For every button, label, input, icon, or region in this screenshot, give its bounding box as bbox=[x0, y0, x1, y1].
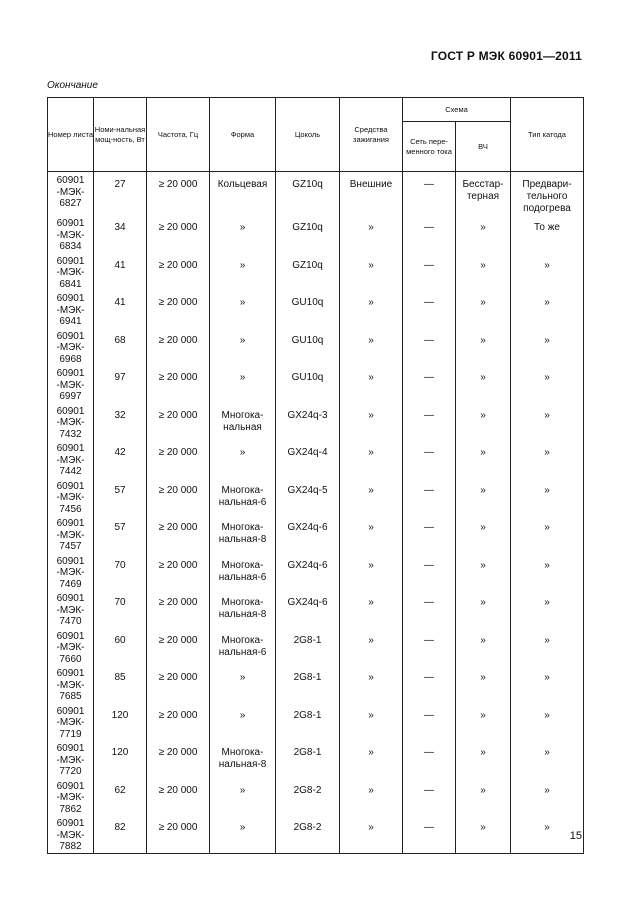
cell-ignition: » bbox=[340, 215, 403, 253]
cell-sheet-number: 60901 -МЭК- 7719 bbox=[48, 703, 94, 741]
cell-frequency: ≥ 20 000 bbox=[147, 403, 210, 441]
cell-sheet-number: 60901 -МЭК- 7442 bbox=[48, 440, 94, 478]
cell-rated-power: 70 bbox=[94, 590, 147, 628]
cell-hf: » bbox=[456, 440, 511, 478]
cell-shape: Кольцевая bbox=[210, 172, 276, 216]
header-ignition: Средства зажигания bbox=[340, 98, 403, 172]
cell-cathode-type: То же bbox=[511, 215, 584, 253]
table-row bbox=[48, 740, 584, 778]
cell-ignition: » bbox=[340, 703, 403, 741]
cell-ignition: » bbox=[340, 628, 403, 666]
cell-base: 2G8-1 bbox=[276, 665, 340, 703]
cell-rated-power: 120 bbox=[94, 740, 147, 778]
cell-hf: » bbox=[456, 478, 511, 516]
cell-rated-power: 41 bbox=[94, 253, 147, 291]
table-row bbox=[48, 553, 584, 591]
cell-sheet-number: 60901 -МЭК- 7685 bbox=[48, 665, 94, 703]
cell-ignition: » bbox=[340, 515, 403, 553]
cell-shape: » bbox=[210, 215, 276, 253]
cell-shape: » bbox=[210, 253, 276, 291]
cell-base: GZ10q bbox=[276, 253, 340, 291]
cell-cathode-type: » bbox=[511, 703, 584, 741]
table-row bbox=[48, 665, 584, 703]
cell-shape: Многока-нальная-6 bbox=[210, 553, 276, 591]
cell-ignition: » bbox=[340, 403, 403, 441]
cell-ac-mains: — bbox=[403, 440, 456, 478]
cell-shape: Многока-нальная-6 bbox=[210, 628, 276, 666]
cell-frequency: ≥ 20 000 bbox=[147, 703, 210, 741]
cell-rated-power: 120 bbox=[94, 703, 147, 741]
cell-cathode-type: » bbox=[511, 778, 584, 816]
cell-sheet-number: 60901 -МЭК- 6827 bbox=[48, 172, 94, 216]
cell-base: 2G8-2 bbox=[276, 815, 340, 853]
cell-hf: » bbox=[456, 815, 511, 853]
cell-shape: Многока-нальная bbox=[210, 403, 276, 441]
cell-frequency: ≥ 20 000 bbox=[147, 815, 210, 853]
cell-shape: » bbox=[210, 703, 276, 741]
table-caption: Окончание bbox=[47, 80, 98, 91]
header-rated-power: Номи-нальная мощ-ность, Вт bbox=[94, 98, 147, 172]
cell-rated-power: 57 bbox=[94, 478, 147, 516]
cell-sheet-number: 60901 -МЭК- 7469 bbox=[48, 553, 94, 591]
cell-hf: » bbox=[456, 403, 511, 441]
cell-ac-mains: — bbox=[403, 478, 456, 516]
cell-sheet-number: 60901 -МЭК- 7456 bbox=[48, 478, 94, 516]
cell-sheet-number: 60901 -МЭК- 7882 bbox=[48, 815, 94, 853]
cell-shape: » bbox=[210, 440, 276, 478]
cell-ac-mains: — bbox=[403, 403, 456, 441]
cell-ignition: » bbox=[340, 740, 403, 778]
cell-sheet-number: 60901 -МЭК- 7470 bbox=[48, 590, 94, 628]
cell-frequency: ≥ 20 000 bbox=[147, 365, 210, 403]
table-row bbox=[48, 478, 584, 516]
cell-cathode-type: » bbox=[511, 365, 584, 403]
cell-shape: » bbox=[210, 815, 276, 853]
cell-rated-power: 82 bbox=[94, 815, 147, 853]
cell-base: GX24q-5 bbox=[276, 478, 340, 516]
cell-shape: » bbox=[210, 778, 276, 816]
cell-sheet-number: 60901 -МЭК- 7862 bbox=[48, 778, 94, 816]
cell-sheet-number: 60901 -МЭК- 6834 bbox=[48, 215, 94, 253]
table-row bbox=[48, 703, 584, 741]
table-row bbox=[48, 290, 584, 328]
cell-base: GZ10q bbox=[276, 172, 340, 216]
cell-ac-mains: — bbox=[403, 590, 456, 628]
cell-ignition: » bbox=[340, 328, 403, 366]
cell-frequency: ≥ 20 000 bbox=[147, 290, 210, 328]
cell-sheet-number: 60901 -МЭК- 7457 bbox=[48, 515, 94, 553]
page-number: 15 bbox=[569, 830, 582, 842]
cell-ac-mains: — bbox=[403, 778, 456, 816]
cell-ignition: » bbox=[340, 290, 403, 328]
cell-ignition: » bbox=[340, 778, 403, 816]
cell-base: 2G8-1 bbox=[276, 740, 340, 778]
cell-ignition: Внешние bbox=[340, 172, 403, 216]
cell-cathode-type: » bbox=[511, 440, 584, 478]
cell-rated-power: 32 bbox=[94, 403, 147, 441]
cell-cathode-type: » bbox=[511, 290, 584, 328]
cell-ignition: » bbox=[340, 815, 403, 853]
cell-shape: » bbox=[210, 328, 276, 366]
cell-hf: » bbox=[456, 665, 511, 703]
cell-shape: Многока-нальная-6 bbox=[210, 478, 276, 516]
cell-hf: » bbox=[456, 553, 511, 591]
cell-shape: » bbox=[210, 290, 276, 328]
cell-rated-power: 85 bbox=[94, 665, 147, 703]
cell-ac-mains: — bbox=[403, 815, 456, 853]
cell-hf: » bbox=[456, 515, 511, 553]
cell-hf: » bbox=[456, 215, 511, 253]
cell-frequency: ≥ 20 000 bbox=[147, 665, 210, 703]
table-row bbox=[48, 403, 584, 441]
cell-cathode-type: » bbox=[511, 253, 584, 291]
cell-ac-mains: — bbox=[403, 365, 456, 403]
cell-rated-power: 68 bbox=[94, 328, 147, 366]
cell-ac-mains: — bbox=[403, 553, 456, 591]
cell-ac-mains: — bbox=[403, 215, 456, 253]
table-row bbox=[48, 590, 584, 628]
cell-ignition: » bbox=[340, 478, 403, 516]
cell-rated-power: 60 bbox=[94, 628, 147, 666]
cell-ac-mains: — bbox=[403, 628, 456, 666]
header-cathode-type: Тип катода bbox=[511, 98, 584, 172]
cell-cathode-type: » bbox=[511, 328, 584, 366]
cell-rated-power: 70 bbox=[94, 553, 147, 591]
lamp-spec-table bbox=[47, 97, 584, 854]
cell-ignition: » bbox=[340, 553, 403, 591]
cell-ignition: » bbox=[340, 665, 403, 703]
cell-cathode-type: » bbox=[511, 665, 584, 703]
document-code: ГОСТ Р МЭК 60901—2011 bbox=[430, 49, 582, 63]
cell-shape: Многока-нальная-8 bbox=[210, 515, 276, 553]
cell-base: 2G8-2 bbox=[276, 778, 340, 816]
cell-sheet-number: 60901 -МЭК- 6941 bbox=[48, 290, 94, 328]
cell-frequency: ≥ 20 000 bbox=[147, 253, 210, 291]
cell-cathode-type: » bbox=[511, 403, 584, 441]
cell-base: GX24q-6 bbox=[276, 590, 340, 628]
cell-base: 2G8-1 bbox=[276, 628, 340, 666]
cell-ac-mains: — bbox=[403, 665, 456, 703]
header-scheme: Схема bbox=[403, 98, 511, 122]
cell-rated-power: 42 bbox=[94, 440, 147, 478]
cell-hf: » bbox=[456, 703, 511, 741]
cell-rated-power: 41 bbox=[94, 290, 147, 328]
cell-shape: Многока-нальная-8 bbox=[210, 590, 276, 628]
cell-sheet-number: 60901 -МЭК- 7432 bbox=[48, 403, 94, 441]
cell-cathode-type: » bbox=[511, 515, 584, 553]
cell-base: GX24q-6 bbox=[276, 553, 340, 591]
cell-frequency: ≥ 20 000 bbox=[147, 628, 210, 666]
cell-frequency: ≥ 20 000 bbox=[147, 478, 210, 516]
cell-rated-power: 34 bbox=[94, 215, 147, 253]
cell-ac-mains: — bbox=[403, 172, 456, 216]
cell-hf: » bbox=[456, 253, 511, 291]
cell-hf: » bbox=[456, 590, 511, 628]
cell-rated-power: 97 bbox=[94, 365, 147, 403]
cell-frequency: ≥ 20 000 bbox=[147, 553, 210, 591]
cell-base: GU10q bbox=[276, 290, 340, 328]
cell-cathode-type: » bbox=[511, 740, 584, 778]
cell-hf: » bbox=[456, 778, 511, 816]
cell-sheet-number: 60901 -МЭК- 6968 bbox=[48, 328, 94, 366]
cell-ignition: » bbox=[340, 253, 403, 291]
table-row bbox=[48, 440, 584, 478]
cell-cathode-type: » bbox=[511, 590, 584, 628]
cell-frequency: ≥ 20 000 bbox=[147, 778, 210, 816]
cell-ac-mains: — bbox=[403, 328, 456, 366]
header-ac-mains: Сеть пере-менного тока bbox=[403, 122, 456, 172]
cell-ignition: » bbox=[340, 590, 403, 628]
cell-hf: » bbox=[456, 328, 511, 366]
table-row bbox=[48, 778, 584, 816]
cell-frequency: ≥ 20 000 bbox=[147, 590, 210, 628]
cell-base: GU10q bbox=[276, 328, 340, 366]
cell-cathode-type: » bbox=[511, 553, 584, 591]
cell-base: GU10q bbox=[276, 365, 340, 403]
table-row bbox=[48, 328, 584, 366]
header-base: Цоколь bbox=[276, 98, 340, 172]
cell-frequency: ≥ 20 000 bbox=[147, 215, 210, 253]
cell-shape: Многока-нальная-8 bbox=[210, 740, 276, 778]
cell-ac-mains: — bbox=[403, 253, 456, 291]
header-sheet-number: Номер листа bbox=[48, 98, 94, 172]
cell-frequency: ≥ 20 000 bbox=[147, 172, 210, 216]
cell-ac-mains: — bbox=[403, 290, 456, 328]
cell-frequency: ≥ 20 000 bbox=[147, 440, 210, 478]
cell-shape: » bbox=[210, 365, 276, 403]
table-row bbox=[48, 253, 584, 291]
cell-base: GX24q-6 bbox=[276, 515, 340, 553]
cell-base: GZ10q bbox=[276, 215, 340, 253]
cell-cathode-type: » bbox=[511, 815, 584, 853]
cell-base: GX24q-4 bbox=[276, 440, 340, 478]
cell-cathode-type: » bbox=[511, 478, 584, 516]
cell-base: 2G8-1 bbox=[276, 703, 340, 741]
table-row bbox=[48, 815, 584, 853]
cell-ac-mains: — bbox=[403, 740, 456, 778]
cell-ignition: » bbox=[340, 440, 403, 478]
cell-cathode-type: » bbox=[511, 628, 584, 666]
cell-sheet-number: 60901 -МЭК- 6997 bbox=[48, 365, 94, 403]
cell-ac-mains: — bbox=[403, 515, 456, 553]
cell-hf: Бесстар-терная bbox=[456, 172, 511, 216]
header-frequency: Частота, Гц bbox=[147, 98, 210, 172]
cell-rated-power: 57 bbox=[94, 515, 147, 553]
cell-hf: » bbox=[456, 628, 511, 666]
header-shape: Форма bbox=[210, 98, 276, 172]
table-row bbox=[48, 628, 584, 666]
cell-rated-power: 27 bbox=[94, 172, 147, 216]
cell-ignition: » bbox=[340, 365, 403, 403]
cell-hf: » bbox=[456, 365, 511, 403]
cell-base: GX24q-3 bbox=[276, 403, 340, 441]
cell-frequency: ≥ 20 000 bbox=[147, 328, 210, 366]
cell-shape: » bbox=[210, 665, 276, 703]
cell-frequency: ≥ 20 000 bbox=[147, 515, 210, 553]
table-row bbox=[48, 172, 584, 216]
cell-ac-mains: — bbox=[403, 703, 456, 741]
header-hf: ВЧ bbox=[456, 122, 511, 172]
cell-sheet-number: 60901 -МЭК- 7660 bbox=[48, 628, 94, 666]
cell-frequency: ≥ 20 000 bbox=[147, 740, 210, 778]
cell-sheet-number: 60901 -МЭК- 6841 bbox=[48, 253, 94, 291]
cell-hf: » bbox=[456, 290, 511, 328]
table-row bbox=[48, 515, 584, 553]
cell-cathode-type: Предвари-тельного подогрева bbox=[511, 172, 584, 216]
table-row bbox=[48, 365, 584, 403]
cell-hf: » bbox=[456, 740, 511, 778]
cell-sheet-number: 60901 -МЭК- 7720 bbox=[48, 740, 94, 778]
cell-rated-power: 62 bbox=[94, 778, 147, 816]
table-row bbox=[48, 215, 584, 253]
